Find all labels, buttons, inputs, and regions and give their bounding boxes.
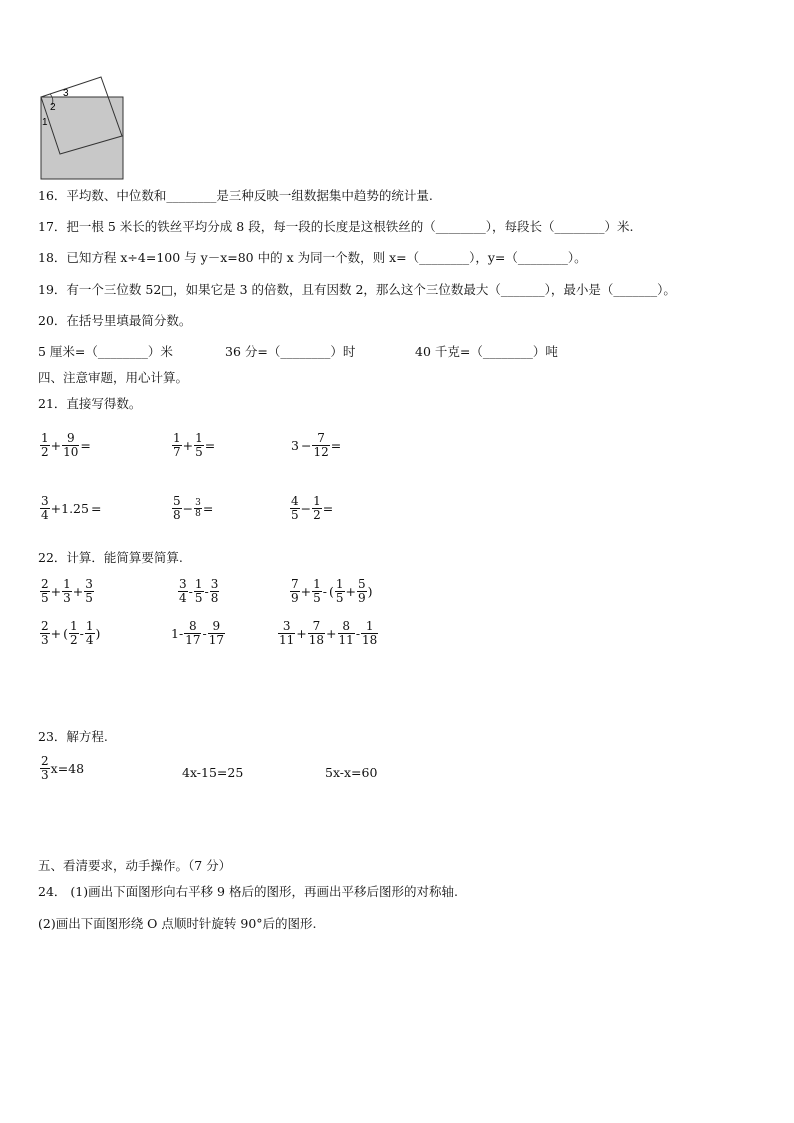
q21-expr-5: $\frac{5}{8}$ − $\frac{3}{8}$ = (173, 494, 214, 522)
q23-eq-2: 4x-15=25 (182, 765, 244, 780)
q20-item-2: 36 分=（________）时 (225, 344, 356, 359)
angle-label-3: 3 (63, 88, 69, 99)
q20-item-3: 40 千克=（________）吨 (415, 344, 558, 359)
question-22: 22．计算．能简算要简算. (38, 550, 183, 565)
section-4-title: 四、注意审题，用心计算。 (38, 370, 189, 385)
question-24-part-2: (2)画出下面图形绕 O 点顺时针旋转 90°后的图形. (38, 916, 317, 931)
angle-label-1: 1 (42, 117, 48, 128)
q22-expr-6: $\frac{3}{11}$ + $\frac{7}{18}$ + $\frac{8}{11}$ - $\frac{1}{18}$ (279, 619, 378, 647)
question-24-part-1: 24． (1)画出下面图形向右平移 9 格后的图形，再画出平移后图形的对称轴. (38, 884, 458, 899)
q21-expr-1: $\frac{1}{2}$ + $\frac{9}{10}$ = (41, 431, 91, 459)
q22-expr-1: $\frac{2}{5}$ + $\frac{1}{3}$ + $\frac{3}{5}$ (41, 577, 93, 605)
q22-expr-5: 1- $\frac{8}{17}$ - $\frac{9}{17}$ (171, 619, 224, 647)
q22-expr-2: $\frac{3}{4}$ - $\frac{1}{5}$ - $\frac{3}{8}$ (179, 577, 219, 605)
question-20: 20．在括号里填最简分数。 (38, 313, 192, 328)
section-5-title: 五、看清要求，动手操作。（7 分） (38, 858, 232, 873)
q21-expr-4: $\frac{3}{4}$ +1.25 = (41, 494, 102, 522)
q22-expr-3: $\frac{7}{9}$ + $\frac{1}{5}$ - ( $\frac{1}{5}$ + $\frac{5}{9}$ ) (291, 577, 373, 605)
q22-expr-4: $\frac{2}{3}$ + ( $\frac{1}{2}$ - $\frac{1}{4}$ ) (41, 619, 101, 647)
q21-expr-2: $\frac{1}{7}$ + $\frac{1}{5}$ = (173, 431, 216, 459)
q23-eq-3: 5x-x=60 (325, 765, 378, 780)
angle-label-2: 2 (50, 102, 56, 113)
geometry-figure (38, 72, 128, 182)
question-16: 16．平均数、中位数和________是三种反映一组数据集中趋势的统计量. (38, 188, 433, 203)
q23-eq-1: $\frac{2}{3}$ x=48 (41, 754, 85, 782)
question-17: 17．把一根 5 米长的铁丝平均分成 8 段，每一段的长度是这根铁丝的（________），每段长（________）米. (38, 219, 634, 234)
q20-item-1: 5 厘米=（________）米 (38, 344, 173, 359)
q21-expr-6: $\frac{4}{5}$ − $\frac{1}{2}$ = (291, 494, 334, 522)
question-18: 18．已知方程 x÷4=100 与 y－x=80 中的 x 为同一个数，则 x=（________），y=（________）。 (38, 250, 587, 265)
question-21: 21．直接写得数。 (38, 396, 142, 411)
question-23: 23．解方程. (38, 729, 108, 744)
question-19: 19．有一个三位数 52□，如果它是 3 的倍数，且有因数 2，那么这个三位数最大（_______），最小是（_______）。 (38, 282, 676, 297)
q21-expr-3: 3 − $\frac{7}{12}$ = (291, 431, 342, 459)
